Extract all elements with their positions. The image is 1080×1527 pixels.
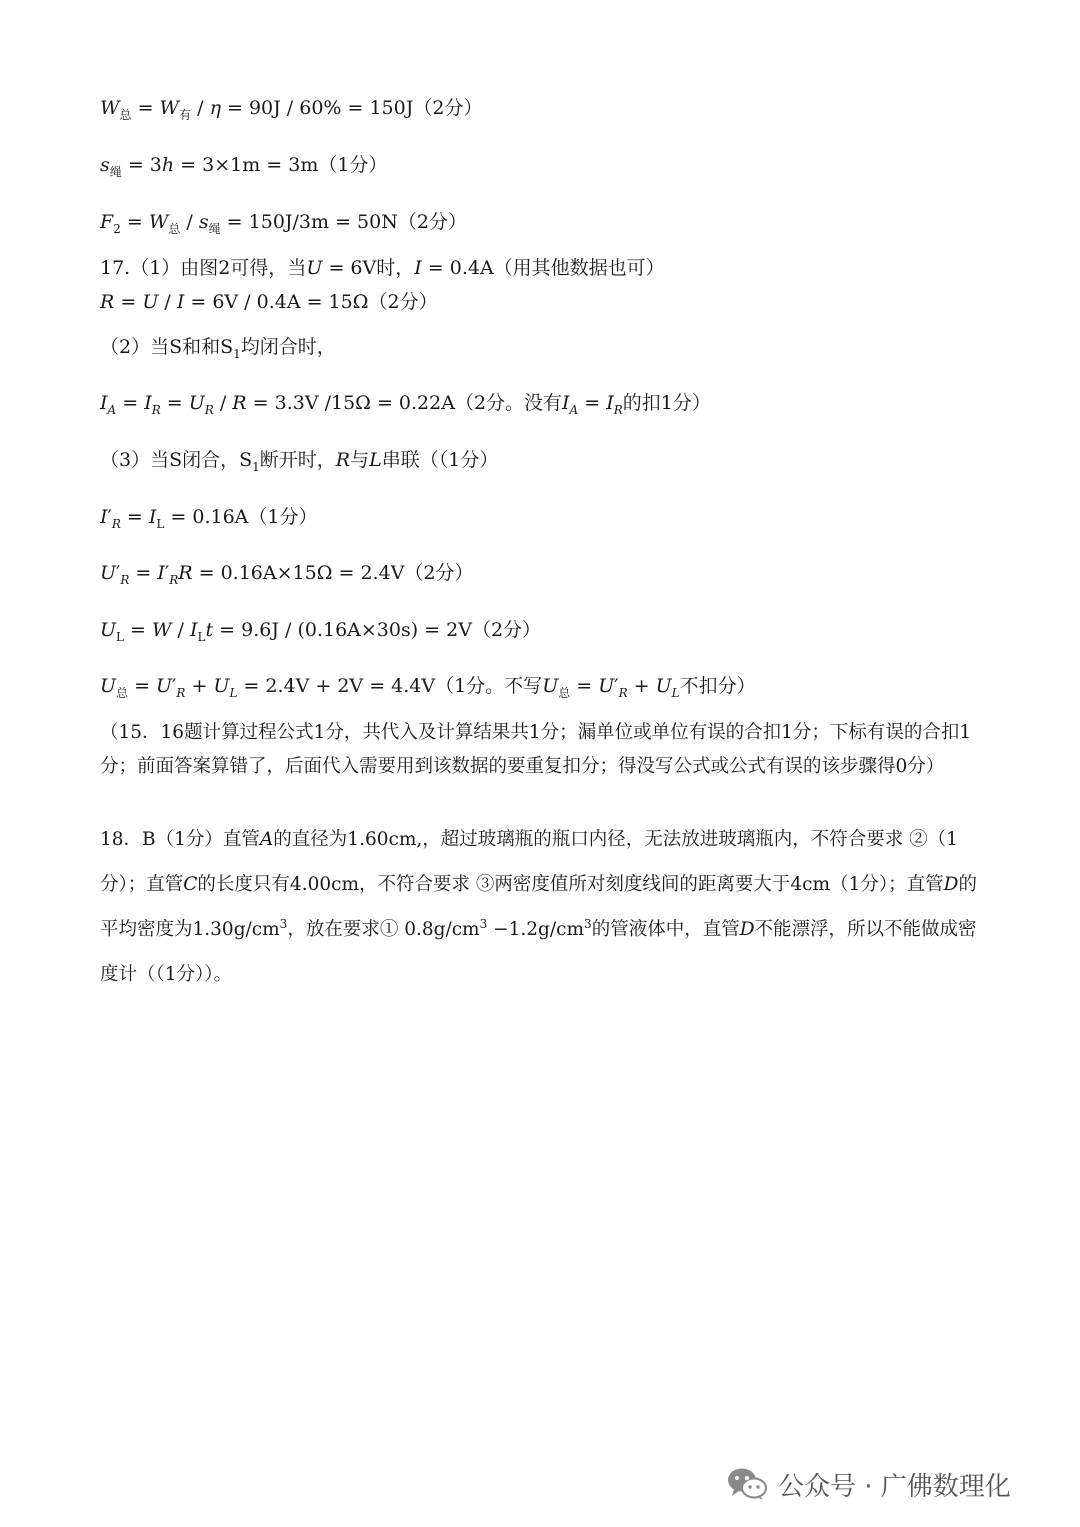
formula-total-work: $W_总 = W_有 / \eta = 90J / 60\% = 150J(2$分） — [100, 97, 483, 122]
formula-force: $F_2 = W_总 / s_绳 = 150J/3m = 50N(2$分） — [100, 211, 467, 236]
formula-total-voltage: $U_总 = U'_R + U_L = 2.4V + 2V = 4.4V(1$分。不写$U_总 = U'_R + U_L$不扣分） — [100, 675, 756, 700]
q18-answer: 18．B（1分）直管A的直径为1.60cm,，超过玻璃瓶的瓶口内径，无法放进玻璃瓶内，不符合要求 ②（1分）；直管C的长度只有4.00cm，不符合要求 ③两密度值所对刻度线间的距离要大于4cm（1分）；直管D的平均密度为$1.30g/cm^3$，放在要求① $0.8g/cm^3 -1.2g/cm^3$的管液体中，直管D不能漂浮，所以不能做成密度计（（1分））。 — [100, 829, 977, 985]
formula-voltage-l: $U_L = W / I_Lt = 9.6J / (0.16A\times 30s) = 2V(2$分） — [100, 619, 542, 644]
watermark — [726, 1464, 1011, 1504]
q17-part1-intro: 17.（1）由图2可得，当U = 6V时，I = 0.4A（用其他数据也可） — [100, 257, 665, 279]
watermark-text: 公众号 · 广佛数理化 — [778, 1471, 1011, 1502]
formula-current-a: $I_A = I_R = U_R / R = 3.3V$ /15Ω = 0.22A（2分。没有$I_A = I_R$的扣1分） — [100, 392, 711, 417]
q17-part3-intro: （3）当S闭合，$S_1$断开时，R与L串联（（1分） — [100, 449, 499, 474]
formula-voltage-r: $U'_R = I'_RR = 0.16A\times 15\Omega = 2.4V(2$分） — [100, 562, 474, 587]
formula-rope-distance: $s_绳 = 3h = 3\times 1m = 3m(1$分） — [100, 154, 388, 179]
q17-part2-intro: （2）当S和和$S_1$均闭合时， — [100, 336, 336, 361]
formula-resistance: R = U / I = 6V / 0.4A = 15Ω（2分） — [100, 291, 438, 313]
wechat-icon — [726, 1466, 768, 1502]
formula-series-current: $I'_R = I_L = 0.16A(1$分） — [100, 506, 318, 531]
scoring-note: （15．16题计算过程公式1分，共代入及计算结果共1分；漏单位或单位有误的合扣1分；下标有误的合扣1分；前面答案算错了，后面代入需要用到该数据的要重复扣分；得没写公式或公式有误的该步骤得0分） — [100, 722, 972, 777]
